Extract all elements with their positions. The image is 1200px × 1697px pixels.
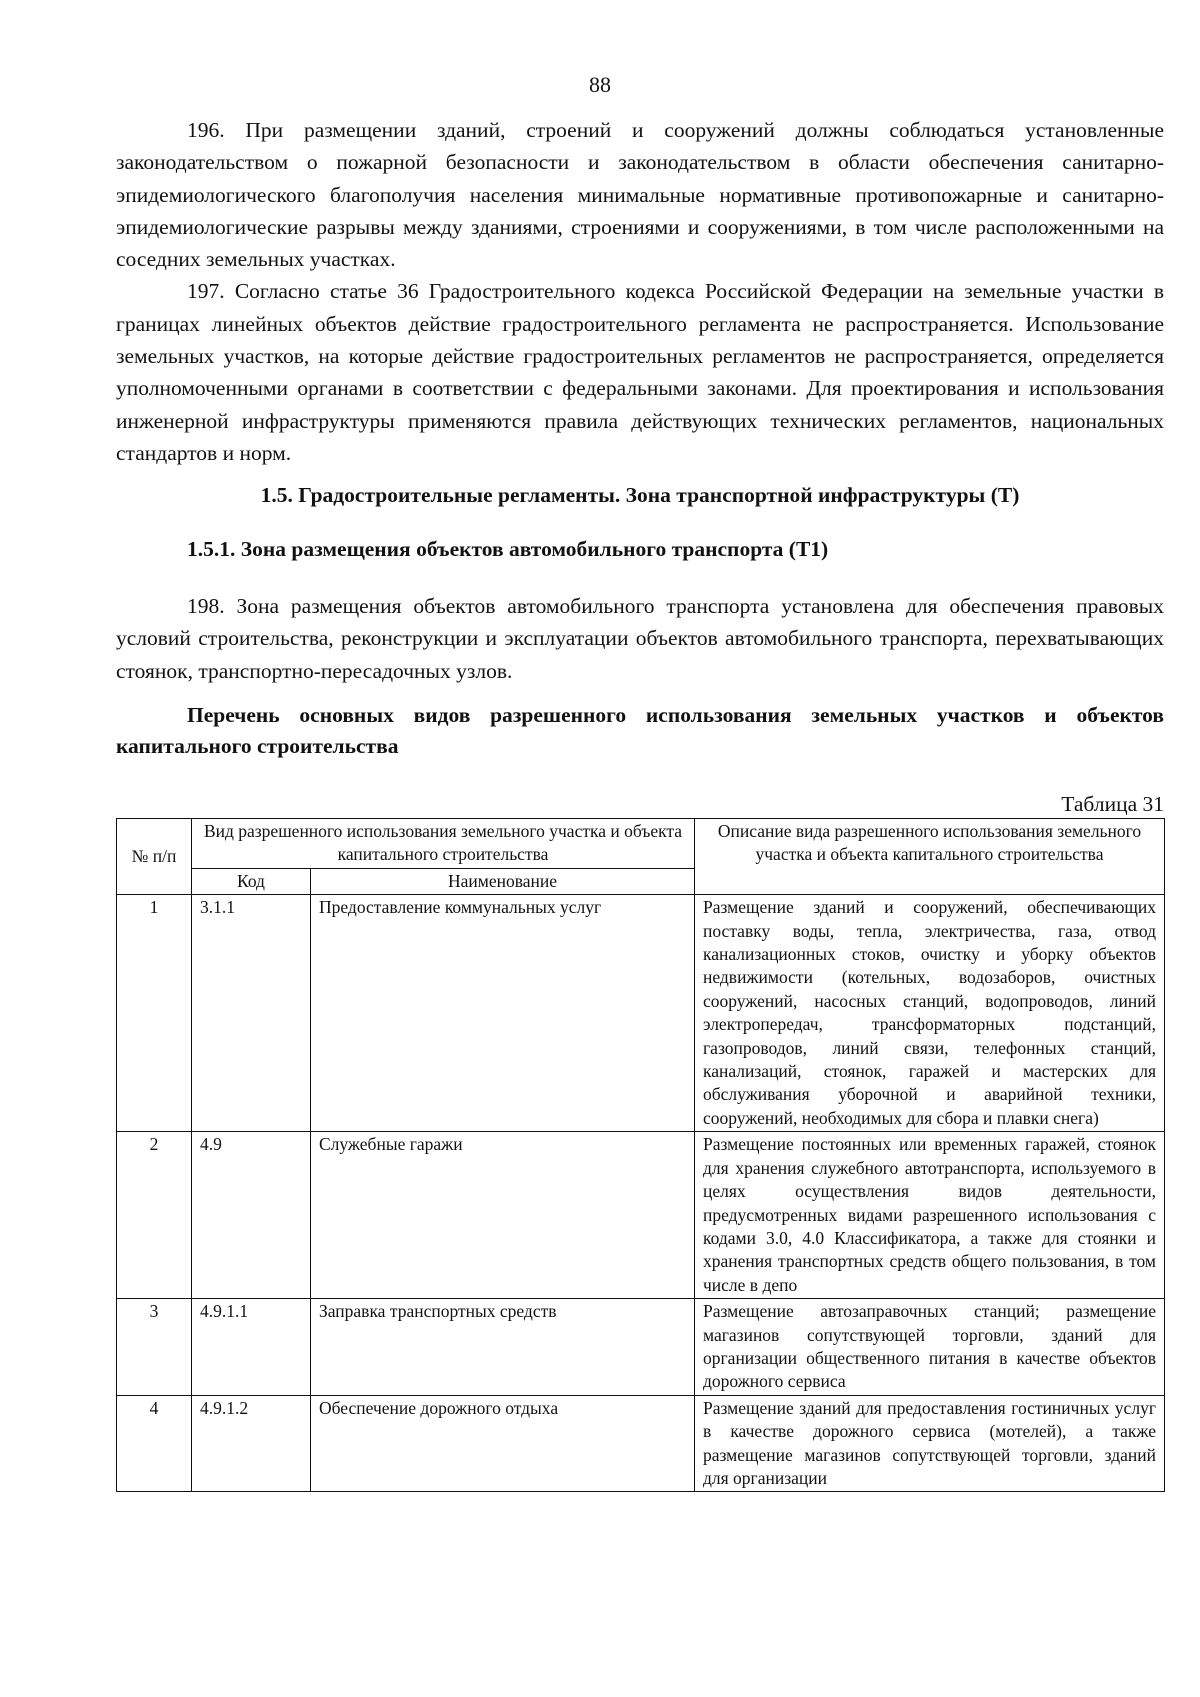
cell-num: 3 <box>117 1299 192 1396</box>
body-text-zone <box>116 590 1164 687</box>
body-text-top <box>116 114 1164 469</box>
cell-code: 4.9.1.2 <box>192 1395 311 1492</box>
cell-name: Обеспечение дорожного отдыха <box>311 1395 695 1492</box>
header-num: № п/п <box>117 819 192 895</box>
header-name: Наименование <box>311 868 695 894</box>
cell-name: Предоставление коммунальных услуг <box>311 895 695 1132</box>
cell-desc: Размещение автозаправочных станций; размещение магазинов сопутствующей торговли, зданий для организации общественного питания в качестве объектов дорожного сервиса <box>695 1299 1165 1396</box>
cell-num: 2 <box>117 1132 192 1299</box>
cell-name: Заправка транспортных средств <box>311 1299 695 1396</box>
table-header-row <box>117 819 1165 869</box>
land-use-table <box>116 818 1165 1492</box>
table-row <box>117 1132 1165 1299</box>
paragraph-197: 197. Согласно статье 36 Градостроительного кодекса Российской Федерации на земельные участки в границах линейных объектов действие градостроительного регламента не распространяется. Использование земельных участков, на которые действие градостроительных регламентов не распространяется, определяется уполномоченными органами в соответствии с федеральными законами. Для проектирования и использования инженерной инфраструктуры применяются правила действующих технических регламентов, национальных стандартов и норм. <box>116 279 1164 465</box>
cell-num: 4 <box>117 1395 192 1492</box>
cell-code: 4.9.1.1 <box>192 1299 311 1396</box>
header-desc: Описание вида разрешенного использования земельного участка и объекта капитального строительства <box>695 819 1165 895</box>
cell-num: 1 <box>117 895 192 1132</box>
paragraph-198: 198. Зона размещения объектов автомобильного транспорта установлена для обеспечения правовых условий строительства, реконструкции и эксплуатации объектов автомобильного транспорта, перехватывающих стоянок, транспортно-пересадочных узлов. <box>116 594 1164 683</box>
section-heading: 1.5. Градостроительные регламенты. Зона транспортной инфраструктуры (Т) <box>260 483 1020 507</box>
cell-name: Служебные гаражи <box>311 1132 695 1299</box>
cell-desc: Размещение постоянных или временных гаражей, стоянок для хранения служебного автотранспорта, используемого в целях осуществления видов деятельности, предусмотренных видами разрешенного использования с кодами 3.0, 4.0 Классификатора, а также для стоянки и хранения транспортных средств общего пользования, в том числе в депо <box>695 1132 1165 1299</box>
cell-code: 4.9 <box>192 1132 311 1299</box>
header-group: Вид разрешенного использования земельного участка и объекта капитального строительства <box>192 819 695 869</box>
paragraph-196: 196. При размещении зданий, строений и сооружений должны соблюдаться установленные законодательством о пожарной безопасности и законодательством в области обеспечения санитарно-эпидемиологического благополучия населения минимальные нормативные противопожарные и санитарно-эпидемиологические разрывы между зданиями, строениями и сооружениями, в том числе расположенными на соседних земельных участках. <box>116 118 1164 272</box>
cell-code: 3.1.1 <box>192 895 311 1132</box>
cell-desc: Размещение зданий для предоставления гостиничных услуг в качестве дорожного сервиса (мотелей), а также размещение магазинов сопутствующей торговли, зданий для организации <box>695 1395 1165 1492</box>
page-number: 88 <box>589 72 611 97</box>
table-row <box>117 895 1165 1132</box>
header-code: Код <box>192 868 311 894</box>
table-row <box>117 1395 1165 1492</box>
subsection-heading: 1.5.1. Зона размещения объектов автомобильного транспорта (Т1) <box>187 537 829 561</box>
table-caption: Таблица 31 <box>1061 792 1164 816</box>
table-row <box>117 1299 1165 1396</box>
list-title: Перечень основных видов разрешенного использования земельных участков и объектов капитального строительства <box>116 703 1164 758</box>
cell-desc: Размещение зданий и сооружений, обеспечивающих поставку воды, тепла, электричества, газа, отвод канализационных стоков, очистку и уборку объектов недвижимости (котельных, водозаборов, очистных сооружений, насосных станций, водопроводов, линий электропередач, трансформаторных подстанций, газопроводов, линий связи, телефонных станций, канализаций, стоянок, гаражей и мастерских для обслуживания уборочной и аварийной техники, сооружений, необходимых для сбора и плавки снега) <box>695 895 1165 1132</box>
